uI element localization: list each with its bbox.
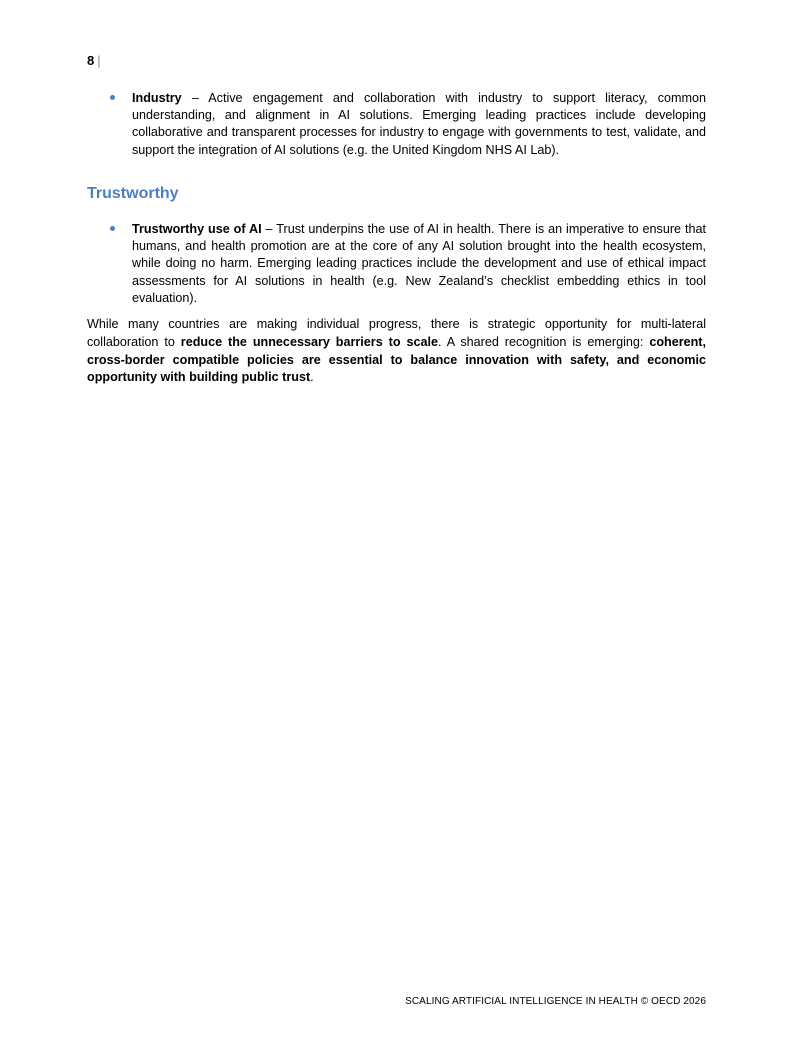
bullet-body: – Trust underpins the use of AI in health. There is an imperative to ensure that humans, and health promotion are at the core of any AI solution brought into the health ecosystem, while doing no harm. Emerging leading practices include the development and use of ethical impact assessments for AI solutions in health (e.g. New Zealand’s checklist embedding ethics in tool evaluation). — [132, 222, 706, 305]
conclusion-text-1: While many countries are making individual progress, there is strategic opportunity for multi-lateral collaboration to — [87, 317, 706, 349]
page-number-value: 8 — [87, 53, 95, 68]
page-number — [87, 53, 101, 69]
bullet-lead: Trustworthy use of AI — [132, 222, 262, 236]
conclusion-bold-2: coherent, cross-border compatible policies are essential to balance innovation with safety, and economic opportunity with building public trust — [87, 334, 706, 385]
page-footer: SCALING ARTIFICIAL INTELLIGENCE IN HEALTH © OECD 2026 — [405, 996, 706, 1007]
conclusion-text-3: . — [310, 370, 314, 385]
section-heading: Trustworthy — [87, 185, 179, 202]
bullet-icon — [110, 95, 115, 100]
page-number-separator: | — [97, 53, 101, 68]
bullet-body: – Active engagement and collaboration with industry to support literacy, common understanding, and alignment in AI solutions. Emerging leading practices include developing collaborative and transparent processes for industry to engage with governments to test, validate, and support the integration of AI solutions (e.g. the United Kingdom NHS AI Lab). — [132, 91, 706, 157]
bullet-item-trustworthy — [110, 221, 706, 307]
bullet-item-industry — [110, 90, 706, 159]
conclusion-text-2: . A shared recognition is emerging: — [437, 334, 650, 349]
conclusion-bold-1: reduce the unnecessary barriers to scale — [180, 334, 438, 349]
bullet-icon — [110, 226, 115, 231]
bullet-text — [132, 221, 706, 307]
conclusion-paragraph — [87, 316, 706, 387]
bullet-lead: Industry — [132, 91, 182, 105]
bullet-text — [132, 90, 706, 159]
